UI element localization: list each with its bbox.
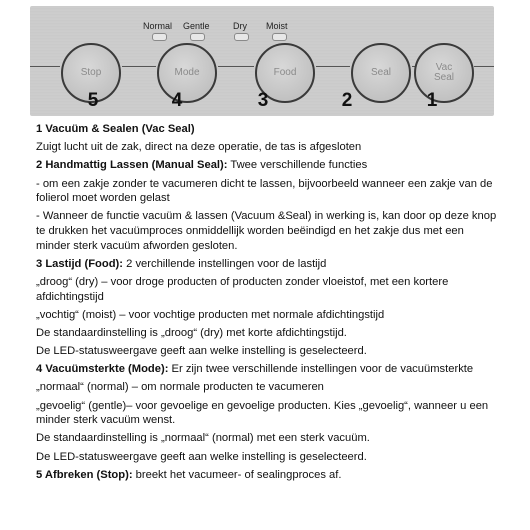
seal-button-label: Seal	[370, 67, 391, 78]
section-4-heading: 4 Vacuümsterkte (Mode): Er zijn twee verschillende instellingen voor de vacuümsterkte	[36, 363, 474, 376]
led-label-moist: Moist	[266, 21, 288, 31]
panel-divider-line	[30, 66, 60, 67]
led-gentle-indicator	[190, 33, 205, 41]
led-normal-indicator	[152, 33, 167, 41]
section-4-default: De standaardinstelling is „normaal“ (normal) met een sterk vacuüm.	[36, 432, 370, 445]
section-3-moist: „vochtig“ (moist) – voor vochtige producten met normale afdichtingstijd	[36, 308, 385, 321]
section-3-heading: 3 Lastijd (Food): 2 verchillende instellingen voor de lastijd	[36, 257, 327, 270]
section-2-heading: 2 Handmattig Lassen (Manual Seal): Twee verschillende functies	[36, 159, 368, 172]
led-dry-indicator	[234, 33, 249, 41]
section-1-heading: 1 Vacuüm & Sealen (Vac Seal)	[36, 123, 195, 135]
food-button-label: Food	[273, 67, 297, 78]
section-4-gentle: „gevoelig“ (gentle)– voor gevoelige en gevoelige producten. Kies „gevoelig“, wanneer u een minder sterk vacuüm wenst.	[36, 399, 489, 427]
panel-divider-line	[122, 66, 156, 67]
button-number-2: 2	[341, 90, 353, 111]
section-4-normal: „normaal“ (normal) – om normale producten te vacumeren	[36, 381, 324, 394]
button-number-5: 5	[87, 90, 99, 111]
led-moist-indicator	[272, 33, 287, 41]
instructions-text	[36, 122, 498, 486]
section-3-led: De LED-statusweergave geeft aan welke instelling is geselecteerd.	[36, 345, 367, 358]
section-1-body: Zuigt lucht uit de zak, direct na deze operatie, de tas is afgesloten	[36, 141, 362, 154]
button-number-4: 4	[171, 90, 183, 111]
section-4-led: De LED-statusweergave geeft aan welke instelling is geselecteerd.	[36, 450, 367, 463]
led-label-gentle: Gentle	[183, 21, 210, 31]
led-label-dry: Dry	[233, 21, 247, 31]
panel-divider-line	[474, 66, 494, 67]
section-2-bullet-2: - Wanneer de functie vacuüm & lassen (Vacuum &Seal) in werking is, kan door op deze knop te drukken het vacuümproces onmiddellijk worden beëindigd en het zakje dus met een minder sterk vacuüm afworden gesloten.	[36, 210, 497, 252]
mode-button-label: Mode	[174, 67, 200, 78]
section-3-dry: „droog“ (dry) – voor droge producten of producten zonder vloeistof, met een kortere afdichtingstijd	[36, 275, 449, 303]
section-2-bullet-1: - om een zakje zonder te vacumeren dicht te lassen, bijvoorbeeld wanneer een zakje van de folierol moet worden gelast	[36, 177, 493, 205]
vac-seal-button-label: Vac Seal	[433, 62, 454, 83]
panel-divider-line	[316, 66, 350, 67]
button-number-3: 3	[257, 90, 269, 111]
panel-divider-line	[218, 66, 254, 67]
section-5-heading: 5 Afbreken (Stop): breekt het vacumeer- of sealingproces af.	[36, 468, 342, 481]
led-label-normal: Normal	[143, 21, 173, 31]
stop-button-label: Stop	[80, 67, 102, 78]
section-3-default: De standaardinstelling is „droog“ (dry) met korte afdichtingstijd.	[36, 326, 347, 339]
button-number-1: 1	[426, 90, 438, 111]
